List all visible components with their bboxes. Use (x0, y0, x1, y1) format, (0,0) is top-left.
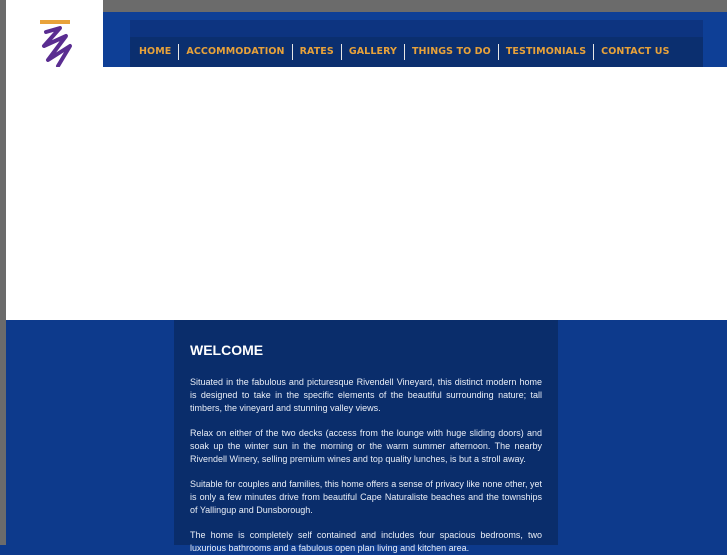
welcome-paragraph: Suitable for couples and families, this home offers a sense of privacy like none other, yet is only a few minutes drive from beautiful Cape Naturaliste beaches and the townships of Yallingup and Dunsborough. (190, 479, 542, 515)
nav-testimonials[interactable]: TESTIMONIALS (505, 46, 587, 57)
nav-contact-us[interactable]: CONTACT US (601, 46, 670, 57)
welcome-heading: WELCOME (190, 342, 264, 358)
hero-banner (6, 67, 727, 320)
main-navigation (130, 20, 703, 67)
nav-home[interactable]: HOME (139, 46, 172, 57)
nav-gallery[interactable]: GALLERY (348, 46, 397, 57)
welcome-paragraph: Relax on either of the two decks (access from the lounge with huge sliding doors) and soak up the winter sun in the morning or the warm summer afternoon. The nearby Rivendell Winery, selling premium wines and top quality lunches, is but a stroll away. (190, 428, 542, 464)
vineyard-logo-icon (36, 16, 76, 68)
site-logo[interactable] (6, 0, 103, 67)
welcome-panel (174, 320, 558, 553)
nav-rates[interactable]: RATES (299, 46, 334, 57)
welcome-paragraph: Situated in the fabulous and picturesque Rivendell Vineyard, this distinct modern home is designed to take in the specific elements of the beautiful surrounding nature; tall timbers, the vineyard and stunning valley views. (190, 377, 542, 413)
welcome-paragraph: The home is completely self contained and includes four spacious bedrooms, two luxurious bathrooms and a fabulous open plan living and kitchen area. (190, 530, 542, 553)
nav-accommodation[interactable]: ACCOMMODATION (186, 46, 285, 57)
nav-things-to-do[interactable]: THINGS TO DO (411, 46, 491, 57)
top-border-strip (103, 0, 727, 12)
nav-bar (130, 37, 703, 67)
